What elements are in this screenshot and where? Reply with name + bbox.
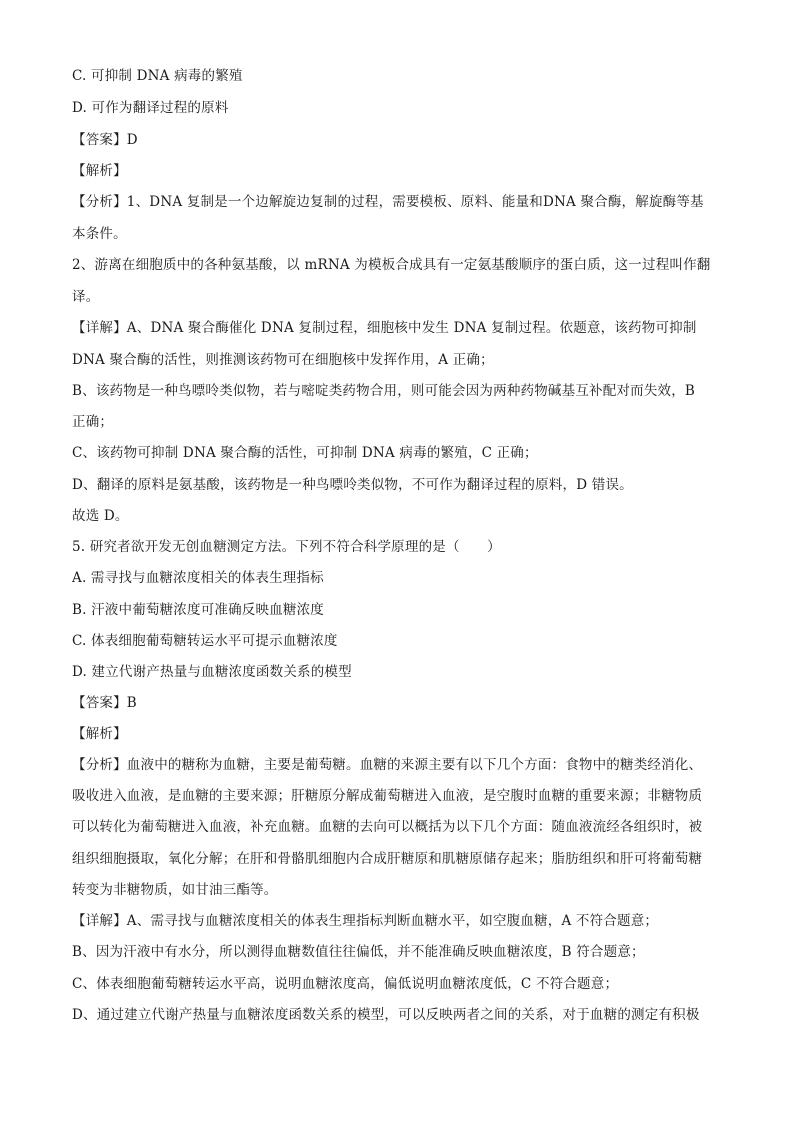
analysis-2-line-5: 转变为非糖物质，如甘油三酯等。 bbox=[72, 882, 278, 898]
detail-2-b: B、因为汗液中有水分，所以测得血糖数值往往偏低，并不能准确反映血糖浓度，B 符合题意； bbox=[72, 944, 645, 960]
option-c: C. 可抑制 DNA 病毒的繁殖 bbox=[72, 68, 243, 84]
question-5-stem: 5. 研究者欲开发无创血糖测定方法。下列不符合科学原理的是（ ） bbox=[72, 539, 501, 555]
question-5-option-b: B. 汗液中葡萄糖浓度可准确反映血糖浓度 bbox=[72, 602, 325, 618]
analysis-2-line-3: 可以转化为葡萄糖进入血液，补充血糖。血糖的去向可以概括为以下几个方面：随血液流经各组织时，被 bbox=[72, 819, 703, 835]
detail-2-c: C、体表细胞葡萄糖转运水平高，说明血糖浓度高，偏低说明血糖浓度低，C 不符合题意； bbox=[72, 976, 619, 992]
analysis-heading-2: 【解析】 bbox=[72, 726, 127, 742]
conclusion: 故选 D。 bbox=[72, 508, 129, 524]
detail-b: B、该药物是一种鸟嘌呤类似物，若与嘧啶类药物合用，则可能会因为两种药物碱基互补配对而失效，B bbox=[72, 383, 696, 399]
analysis-2-line-2: 吸收进入血液，是血糖的主要来源；肝糖原分解成葡萄糖进入血液，是空腹时血糖的重要来源；非糖物质 bbox=[72, 788, 703, 804]
answer-label-2: 【答案】B bbox=[72, 695, 137, 711]
question-5-option-c: C. 体表细胞葡萄糖转运水平可提示血糖浓度 bbox=[72, 633, 338, 649]
detail-a: 【详解】A、DNA 聚合酶催化 DNA 复制过程，细胞核中发生 DNA 复制过程。依题意，该药物可抑制 bbox=[72, 320, 697, 336]
question-5-option-d: D. 建立代谢产热量与血糖浓度函数关系的模型 bbox=[72, 664, 352, 680]
detail-d: D、翻译的原料是氨基酸，该药物是一种鸟嘌呤类似物，不可作为翻译过程的原料，D 错误。 bbox=[72, 477, 633, 493]
detail-a-cont: DNA 聚合酶的活性，则推测该药物可在细胞核中发挥作用，A 正确； bbox=[72, 352, 494, 368]
analysis-2-line-4: 组织细胞摄取，氧化分解；在肝和骨骼肌细胞内合成肝糖原和肌糖原储存起来；脂肪组织和肝可将葡萄糖 bbox=[72, 851, 703, 867]
answer-label: 【答案】D bbox=[72, 132, 138, 148]
detail-c: C、该药物可抑制 DNA 聚合酶的活性，可抑制 DNA 病毒的繁殖，C 正确； bbox=[72, 445, 538, 461]
question-5-option-a: A. 需寻找与血糖浓度相关的体表生理指标 bbox=[72, 570, 324, 586]
analysis-paragraph-1-cont: 本条件。 bbox=[72, 226, 127, 242]
analysis-paragraph-1: 【分析】1、DNA 复制是一个边解旋边复制的过程，需要模板、原料、能量和DNA 聚合酶，解旋酶等基 bbox=[72, 194, 704, 210]
detail-2-a: 【详解】A、需寻找与血糖浓度相关的体表生理指标判断血糖水平，如空腹血糖，A 不符合题意； bbox=[72, 913, 659, 929]
detail-b-cont: 正确； bbox=[72, 414, 114, 430]
detail-2-d: D、通过建立代谢产热量与血糖浓度函数关系的模型，可以反映两者之间的关系，对于血糖的测定有积极 bbox=[72, 1007, 700, 1023]
analysis-paragraph-2-cont: 译。 bbox=[72, 289, 100, 305]
analysis-heading: 【解析】 bbox=[72, 163, 127, 179]
analysis-paragraph-2: 2、游离在细胞质中的各种氨基酸，以 mRNA 为模板合成具有一定氨基酸顺序的蛋白质，这一过程叫作翻 bbox=[72, 257, 711, 273]
option-d: D. 可作为翻译过程的原料 bbox=[72, 100, 229, 116]
analysis-2-line-1: 【分析】血液中的糖称为血糖，主要是葡萄糖。血糖的来源主要有以下几个方面：食物中的糖类经消化、 bbox=[72, 757, 703, 773]
